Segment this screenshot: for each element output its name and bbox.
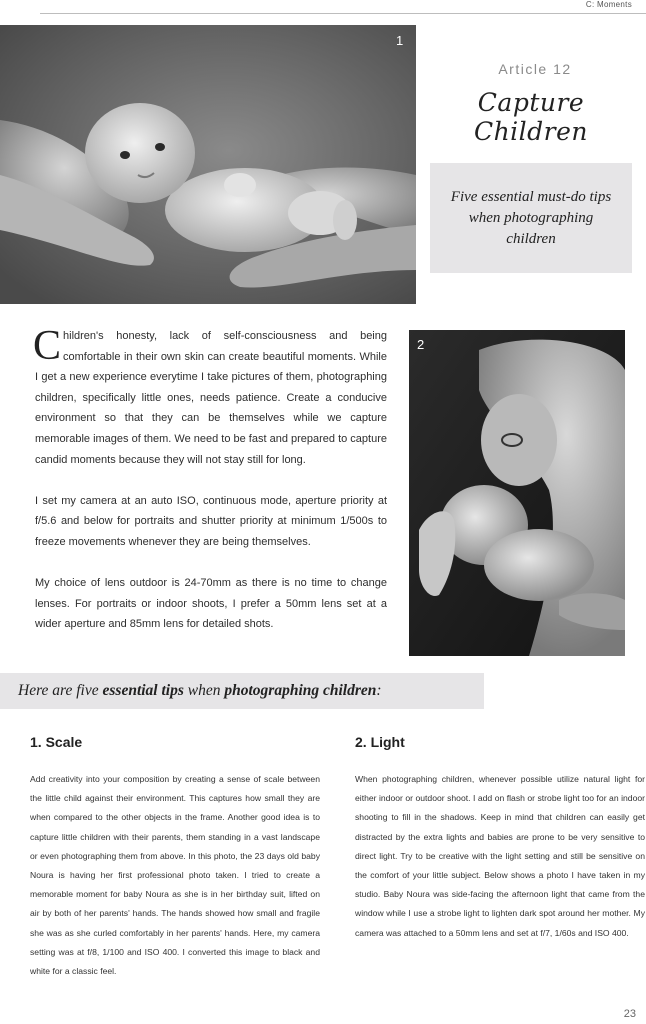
newborn-hands-illustration <box>0 25 416 304</box>
page-number: 23 <box>623 1008 636 1020</box>
tips-banner-part2: when <box>183 682 225 699</box>
photo-number-2: 2 <box>417 337 425 352</box>
tip-light-body: When photographing children, whenever possible utilize natural light for either indoor or outdoor shoot. I add on flash or strobe light too for an indoor shooting to fill in the shadows. Keep in mind that children can easily get distracted by the extra lights and babies are prone to be very sensitive to direct light. Try to be creative with the light setting and still be sensitive on the comfort of your little subject. Below shows a photo I have taken in my studio. Baby Noura was side-facing the afternoon light that came from the window while I use a strobe light to lighten dark spot around her mother. My camera was attached to a 50mm lens and set at f/7, 1/60s and ISO 400. <box>355 774 645 938</box>
tips-banner-part3: : <box>376 682 382 699</box>
newborn-hands-photo <box>0 25 416 304</box>
tip-scale-heading: 1. Scale <box>30 734 83 750</box>
subtitle-box <box>430 163 632 273</box>
dropcap: C <box>33 323 62 369</box>
article-title: Capture Children <box>473 88 589 146</box>
tips-banner-text <box>18 682 382 700</box>
tip-light-heading: 2. Light <box>355 734 405 750</box>
section-label: C: Moments <box>585 0 632 9</box>
intro-paragraph-1-text: hildren's honesty, lack of self-consciousness and being comfortable in their own skin can create beautiful moments. While I get a new experience everytime I take pictures of them, photographing children, specifically little ones, needs patience. Create a conducive environment so that they can be themselves while we capture memorable images of them. We need to be fast and prepared to capture candid moments because they will not stay still for long. <box>35 330 387 466</box>
tip-light-column <box>355 734 645 943</box>
header-rule <box>40 13 646 14</box>
tips-banner-bold1: essential tips <box>102 682 184 699</box>
intro-text <box>33 323 387 656</box>
tips-banner-part1: Here are five <box>18 682 103 699</box>
tips-banner <box>0 673 484 709</box>
intro-paragraph-3: My choice of lens outdoor is 24-70mm as there is no time to change lenses. For portraits or indoor shoots, I prefer a 50mm lens set at a wider aperture and 85mm lens for detailed shots. <box>35 577 387 631</box>
article-number: Article 12 <box>498 61 572 77</box>
tips-banner-bold2: photographing children <box>224 682 377 699</box>
tip-scale-column <box>30 734 320 981</box>
mother-baby-photo <box>409 330 625 656</box>
mother-baby-illustration <box>409 330 625 656</box>
intro-paragraph-2: I set my camera at an auto ISO, continuous mode, aperture priority at f/5.6 and below for portraits and shutter priority at minimum 1/500s to freeze movements whenever they are being themselves. <box>35 494 387 548</box>
intro-paragraph-1 <box>33 323 387 470</box>
article-subtitle: Five essential must-do tips when photographing children <box>450 188 612 247</box>
tip-scale-body: Add creativity into your composition by creating a sense of scale between the little child against their environment. This captures how small they are when compared to the other objects in the frame. Another good idea is to capture little children with their parents, them standing in a vast landscape or even photographing them from above. In this photo, the 23 days old baby Noura is having her first professional photo taken. I tried to create a memorable moment for baby Noura as she is in her birthday suit, lifted on air by both of her parents' hands. The hands showed how small and fragile she was as she curled comfortably in her parents' hands. Here, my camera setting was at f/8, 1/100 and ISO 400. I converted this image to black and white for a classic feel. <box>30 774 320 977</box>
photo-number-1: 1 <box>396 33 404 48</box>
